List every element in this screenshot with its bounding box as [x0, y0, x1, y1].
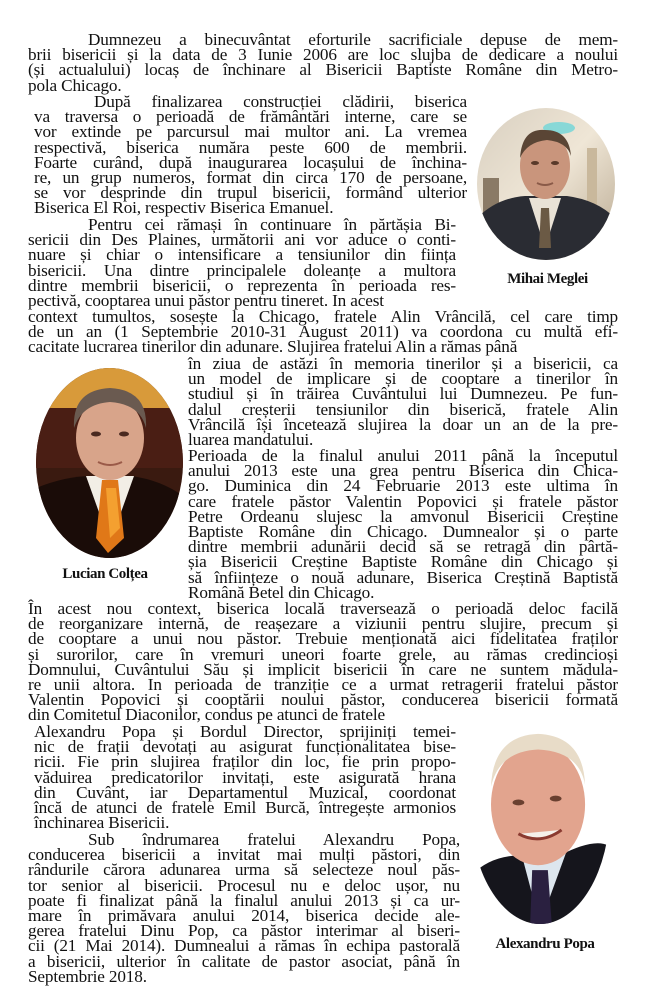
- text-line: Baptiste Române din Chicago. Dumnealor și o parte: [188, 521, 618, 541]
- portrait-lucian-coltea: [36, 368, 183, 558]
- text-line: închinarea Bisericii.: [34, 813, 170, 833]
- text-line: care fratele păstor Valentin Popovici și fratele păstor: [188, 491, 618, 511]
- portrait-image: [470, 728, 610, 924]
- paragraph-youth-pastor-right: [188, 356, 618, 447]
- text-line: nic de frații devotați au asigurat funcționalitatea bise-: [34, 737, 456, 757]
- text-line: văduirea predicatorilor invitați, este asigurată hrana: [34, 767, 456, 787]
- text-line: Septembrie 2018.: [28, 966, 147, 986]
- text-line: tor senior al bisericii. Procesul nu e deloc ușor, nu: [28, 875, 460, 895]
- text-line: (și actualului) locaș de închinare al Bisericii Baptiste Române din Metro-: [28, 60, 618, 80]
- paragraph-youth-pastor: [28, 217, 456, 308]
- text-line: sericii din Des Plaines, următorii ani vor aduce o conti-: [28, 230, 456, 250]
- text-line: Pentru cei rămași în continuare în părtășia Bi-: [88, 215, 456, 234]
- paragraph-2011-2013: [188, 448, 618, 600]
- text-line: studiul și în trăirea Cuvântului lui Dumnezeu. Pe fun-: [188, 384, 618, 404]
- text-line: rândurile cărora adunarea urma să selecteze noul păs-: [28, 860, 460, 880]
- text-line: Foarte curând, după inaugurarea locașului de închina-: [34, 152, 467, 172]
- portrait-alexandru-popa: [470, 728, 610, 924]
- text-line: go. Duminica din 24 Februarie 2013 este ultima în: [188, 476, 618, 496]
- text-line: un model de implicare și de cooptare a tinerilor în: [188, 369, 618, 389]
- text-line: cii (21 Mai 2014). Dumnealui a rămas în echipa pastorală: [28, 936, 460, 956]
- text-line: conducerea bisericii a invitat mai mulți păstori, din: [28, 845, 460, 865]
- text-line: bisericii. Una dintre principalele doleanțe a multora: [28, 260, 456, 280]
- text-line: cacitate lucrarea tinerilor din adunare. Slujirea fratelui Alin a rămas până: [28, 337, 518, 357]
- text-line: După finalizarea construcției clădirii, biserica: [94, 92, 467, 111]
- text-line: Română Betel din Chicago.: [188, 582, 375, 602]
- paragraph-new-context-cont: [34, 722, 456, 833]
- text-line: șia Bisericii Creștine Baptiste Române din Chicago și: [188, 552, 618, 572]
- text-line: încă de atunci de fratele Emil Burcă, întregește armonios: [34, 797, 456, 817]
- text-line: Dumnezeu a binecuvântat eforturile sacrificiale depuse de mem-: [88, 30, 618, 49]
- text-line: pectivă, cooptarea unui păstor pentru tineret. In acest: [28, 290, 384, 310]
- text-line: mare în primăvara anului 2014, biserica decide ale-: [28, 905, 460, 925]
- text-line: nuare și chiar o intensificare a tensiunilor din ființa: [28, 245, 456, 265]
- text-line: va traversa o perioadă de frământări interne, care se: [34, 107, 467, 127]
- text-line: în ziua de astăzi în memoria tinerilor și a bisericii, ca: [188, 354, 619, 373]
- text-line: dalul creșterii tensiunilor din biserică, fratele Alin: [188, 399, 618, 419]
- caption-mihai-meglei: Mihai Meglei: [507, 271, 588, 287]
- caption-alexandru-popa: Alexandru Popa: [495, 936, 595, 952]
- text-line: Alexandru Popa și Bordul Director, sprijiniți temei-: [34, 722, 456, 741]
- text-line: ricii. Fie prin slujirea fraților din loc, fie prin propo-: [34, 752, 456, 772]
- text-line: În acest nou context, biserica locală traversează o perioadă deloc facilă: [28, 599, 618, 618]
- text-line: respectivă, biserica număra peste 600 de membrii.: [34, 137, 467, 157]
- text-line: de cooptare a unui nou păstor. Trebuie menționată aici fidelitatea fraților: [28, 629, 618, 649]
- text-line: re unii altora. In perioada de tranziție ce a urmat retragerii fratelui păstor: [28, 674, 618, 694]
- paragraph-youth-pastor-cont: [28, 309, 618, 355]
- text-line: brii bisericii și la data de 3 Iunie 2006 are loc slujba de dedicare a noului: [28, 45, 618, 65]
- text-line: Petre Ordeanu slujesc la amvonul Bisericii Creștine: [188, 506, 618, 526]
- text-line: să înființeze o nouă adunare, Biserica Creștină Baptistă: [188, 567, 618, 587]
- text-line: Valentin Popovici și cooptării noului păstor, conducerea bisericii formată: [28, 690, 618, 710]
- paragraph-internal-turmoil: [34, 94, 467, 216]
- text-line: vor extinde pe parcursul mai multor ani. La vremea: [34, 122, 467, 142]
- text-line: Sub îndrumarea fratelui Alexandru Popa,: [88, 830, 460, 849]
- text-line: context tumultos, sosește la Chicago, fratele Alin Vrâncilă, cel care timp: [28, 307, 618, 326]
- text-line: dintre membrii adunării decid să se retragă din pârtă-: [188, 537, 618, 557]
- text-line: și surorilor, care în vremuri uneori foarte grele, au rămas credincioși: [28, 644, 618, 664]
- paragraph-dedication: [28, 32, 618, 93]
- text-line: anului 2013 este una grea pentru Biserica din Chica-: [188, 461, 618, 481]
- text-line: pola Chicago.: [28, 75, 122, 95]
- text-line: Biserica El Roi, respectiv Biserica Emanuel.: [34, 198, 334, 218]
- text-line: gerea fratelui Dinu Pop, ca păstor interimar al biseri-: [28, 921, 461, 941]
- text-line: Domnului, Cuvântului Său și implicit bisericii în care ne suntem mădula-: [28, 659, 618, 679]
- text-line: Perioada de la finalul anului 2011 până la începutul: [188, 446, 618, 465]
- paragraph-pastor-search: [28, 832, 460, 984]
- portrait-mihai-meglei: [477, 108, 615, 260]
- caption-lucian-coltea: Lucian Colțea: [62, 566, 148, 582]
- text-line: de reorganizare internă, de reașezare a viziunii pentru slujire, precum și: [28, 614, 618, 634]
- text-line: Vrâncilă își încetează slujirea la doar un an de la pre-: [188, 414, 618, 434]
- text-line: luarea mandatului.: [188, 429, 314, 449]
- text-line: se vor desprinde din trupul bisericii, formând ulterior: [34, 183, 467, 203]
- text-line: de un an (1 Septembrie 2010-31 August 2011) va coordona cu multă efi-: [28, 322, 619, 342]
- text-line: din Comitetul Diaconilor, condus pe atunci de fratele: [28, 705, 385, 725]
- text-line: a bisericii, ulterior în calitate de pastor asociat, până în: [28, 951, 460, 971]
- paragraph-new-context: [28, 601, 618, 723]
- text-line: din Cuvânt, iar Departamentul Muzical, coordonat: [34, 782, 456, 802]
- portrait-image: [36, 368, 183, 558]
- text-line: poate fi finalizat până la finalul anului 2013 și ca ur-: [28, 890, 460, 910]
- portrait-image: [477, 108, 615, 260]
- text-line: re, un grup numeros, format din circa 170 de persoane,: [34, 167, 467, 187]
- text-line: dintre membrii bisericii, o reprezenta în perioada res-: [28, 275, 456, 295]
